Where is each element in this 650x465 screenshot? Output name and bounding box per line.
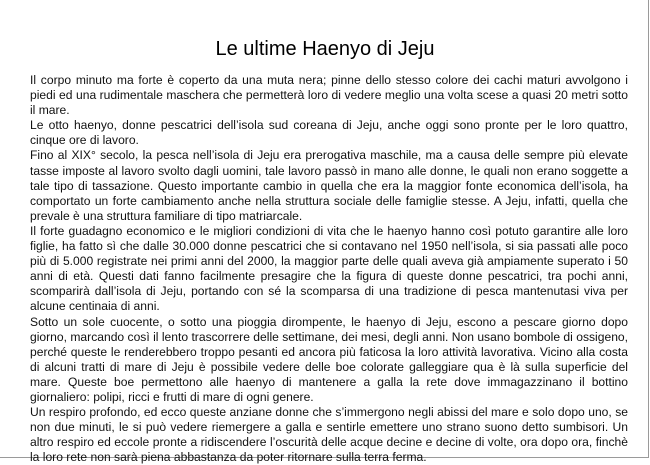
paragraph-haenyo-work: Le otto haenyo, donne pescatrici dell’isola sud coreana di Jeju, anche oggi sono pronte per le loro quattro, cinque ore di lavoro.: [30, 118, 628, 148]
page-title: Le ultime Haenyo di Jeju: [215, 38, 435, 60]
article-body: [30, 73, 628, 465]
paragraph-diving: Un respiro profondo, ed ecco queste anziane donne che s’immergono negli abissi del mare e solo dopo uno, se non due minuti, le si può vedere riemergere a galla e sentirle emettere uno strano suono detto sumbisori. Un altro respiro ed eccole pronte a ridiscendere l’oscurità delle acque decine e decine di volte, ora dopo ora, finchè la loro rete non sarà piena abbastanza da poter ritornare sulla terra ferma.: [30, 405, 628, 465]
paragraph-decline: Il forte guadagno economico e le migliori condizioni di vita che le haenyo hanno così potuto garantire alle loro figlie, ha fatto sì che dalle 30.000 donne pescatrici che si contavano nel 1950 nell’isola, si sia passati alle poco più di 5.000 registrate nei primi anni del 2000, la maggior parte delle quali aveva già ampiamente superato i 50 anni di età. Questi dati fanno facilmente presagire che la figura di queste donne pescatrici, tra pochi anni, scomparirà dall’isola di Jeju, portando con sé la scomparsa di una tradizione di pesca mantenutasi viva per alcune centinaia di anni.: [30, 223, 628, 314]
paragraph-intro: Il corpo minuto ma forte è coperto da una muta nera; pinne dello stesso colore dei cachi maturi avvolgono i piedi ed una rudimentale maschera che permetterà loro di vedere meglio una volta scese a quasi 20 metri sotto il mare.: [30, 73, 628, 118]
paragraph-history: Fino al XIX° secolo, la pesca nell’isola di Jeju era prerogativa maschile, ma a causa delle sempre più elevate tasse imposte al lavoro svolto dagli uomini, tale lavoro passò in mano alle donne, le quali non erano soggette a tale tipo di tassazione. Questo importante cambio in quella che era la maggior fonte economica dell’isola, ha comportato un forte cambiamento anche nella struttura sociale delle famiglie stesse. A Jeju, infatti, quella che prevale è una struttura familiare di tipo matriarcale.: [30, 148, 628, 223]
paragraph-daily-fishing: Sotto un sole cuocente, o sotto una pioggia dirompente, le haenyo di Jeju, escono a pescare giorno dopo giorno, marcando così il lento trascorrere delle settimane, dei mesi, degli anni. Non usano bombole di ossigeno, perché queste le renderebbero troppo pesanti ed ancora più faticosa la loro attività lavorativa. Vicino alla costa di alcuni tratti di mare di Jeju è possibile vedere delle boe colorate galleggiare qua è là sulla superficie del mare. Queste boe permettono alle haenyo di mantenere a galla la rete dove immagazzinano il bottino giornaliero: polipi, ricci e frutti di mare di ogni genere.: [30, 314, 628, 404]
